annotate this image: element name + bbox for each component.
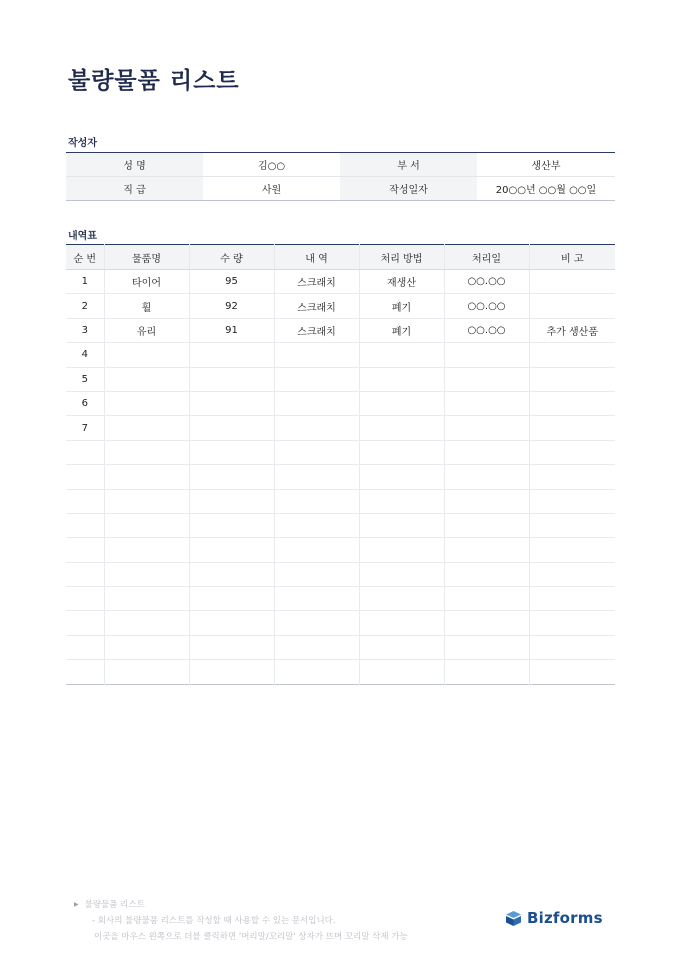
table-cell xyxy=(189,343,274,367)
table-row xyxy=(66,318,615,342)
table-header-row xyxy=(66,245,615,270)
table-cell xyxy=(66,562,104,586)
triangle-right-icon: ▶ xyxy=(74,901,79,908)
table-cell xyxy=(359,538,444,562)
table-row xyxy=(66,391,615,415)
table-cell: 타이어 xyxy=(104,270,189,294)
table-row xyxy=(66,465,615,489)
table-row xyxy=(66,562,615,586)
table-cell xyxy=(274,391,359,415)
table-cell: 5 xyxy=(66,367,104,391)
column-header: 비 고 xyxy=(529,245,615,270)
table-cell xyxy=(359,587,444,611)
table-cell xyxy=(444,489,529,513)
table-cell xyxy=(66,440,104,464)
table-cell xyxy=(274,562,359,586)
table-cell xyxy=(444,611,529,635)
table-row xyxy=(66,343,615,367)
table-cell xyxy=(274,635,359,659)
table-cell: ○○.○○ xyxy=(444,294,529,318)
table-cell xyxy=(274,440,359,464)
footer-title: 불량물품 리스트 xyxy=(84,900,145,910)
table-cell xyxy=(66,635,104,659)
column-header: 내 역 xyxy=(274,245,359,270)
table-cell xyxy=(529,294,615,318)
column-header: 수 량 xyxy=(189,245,274,270)
table-cell xyxy=(529,538,615,562)
table-cell xyxy=(66,513,104,537)
column-header: 처리일 xyxy=(444,245,529,270)
table-cell xyxy=(189,416,274,440)
table-cell xyxy=(189,611,274,635)
table-row xyxy=(66,513,615,537)
column-header: 순 번 xyxy=(66,245,104,270)
detail-section-label: 내역표 xyxy=(68,231,97,242)
table-row xyxy=(66,660,615,684)
table-cell xyxy=(359,489,444,513)
bizforms-logo xyxy=(505,909,603,927)
table-cell xyxy=(529,367,615,391)
table-cell xyxy=(274,611,359,635)
column-header: 물품명 xyxy=(104,245,189,270)
table-cell: 2 xyxy=(66,294,104,318)
table-cell xyxy=(66,587,104,611)
table-cell xyxy=(529,343,615,367)
table-row xyxy=(66,367,615,391)
table-row xyxy=(66,270,615,294)
table-cell: 스크래치 xyxy=(274,318,359,342)
table-cell xyxy=(104,538,189,562)
table-cell xyxy=(66,660,104,684)
author-row xyxy=(66,153,615,177)
table-cell xyxy=(444,367,529,391)
table-cell xyxy=(444,562,529,586)
table-cell: 4 xyxy=(66,343,104,367)
table-row xyxy=(66,611,615,635)
table-cell xyxy=(274,538,359,562)
table-cell xyxy=(274,513,359,537)
table-cell xyxy=(444,587,529,611)
table-cell xyxy=(359,611,444,635)
page-title: 불량물품 리스트 xyxy=(68,68,240,94)
table-cell xyxy=(444,635,529,659)
table-cell xyxy=(529,391,615,415)
table-row xyxy=(66,635,615,659)
table-cell xyxy=(274,489,359,513)
table-row xyxy=(66,440,615,464)
table-cell xyxy=(274,660,359,684)
table-cell xyxy=(104,465,189,489)
table-cell xyxy=(529,416,615,440)
table-cell xyxy=(274,416,359,440)
table-cell: 1 xyxy=(66,270,104,294)
table-cell xyxy=(104,489,189,513)
table-cell xyxy=(189,489,274,513)
table-row xyxy=(66,587,615,611)
table-cell xyxy=(104,367,189,391)
table-cell xyxy=(274,465,359,489)
author-row xyxy=(66,177,615,201)
table-cell xyxy=(274,367,359,391)
table-cell xyxy=(359,465,444,489)
table-cell xyxy=(274,587,359,611)
table-cell xyxy=(444,465,529,489)
detail-table xyxy=(66,244,615,685)
table-cell xyxy=(529,489,615,513)
table-cell xyxy=(359,343,444,367)
table-cell xyxy=(529,465,615,489)
table-cell: 95 xyxy=(189,270,274,294)
table-cell xyxy=(444,391,529,415)
document-footer[interactable] xyxy=(74,897,408,945)
table-cell xyxy=(66,465,104,489)
table-cell xyxy=(359,367,444,391)
author-field-value: 김○○ xyxy=(203,153,340,177)
bizforms-logo-icon xyxy=(505,910,522,927)
footer-instruction: 이곳을 마우스 왼쪽으로 더블 클릭하면 '머리말/꼬리말' 상자가 뜨며 꼬리말 삭제 가능 xyxy=(94,932,408,942)
table-cell: ○○.○○ xyxy=(444,270,529,294)
table-cell: 3 xyxy=(66,318,104,342)
table-cell xyxy=(189,465,274,489)
table-cell xyxy=(444,660,529,684)
table-cell xyxy=(189,440,274,464)
table-cell xyxy=(529,513,615,537)
table-cell: ○○.○○ xyxy=(444,318,529,342)
table-cell: 7 xyxy=(66,416,104,440)
table-row xyxy=(66,294,615,318)
table-cell xyxy=(529,611,615,635)
table-cell xyxy=(444,416,529,440)
table-row xyxy=(66,538,615,562)
table-cell xyxy=(104,343,189,367)
table-cell: 휠 xyxy=(104,294,189,318)
logo-text: Bizforms xyxy=(527,909,603,927)
author-field-label: 성 명 xyxy=(66,153,203,177)
table-cell xyxy=(104,562,189,586)
table-cell: 유리 xyxy=(104,318,189,342)
author-table xyxy=(66,152,615,201)
table-cell xyxy=(529,270,615,294)
table-cell xyxy=(529,635,615,659)
table-cell xyxy=(189,562,274,586)
table-cell xyxy=(104,635,189,659)
table-cell xyxy=(189,538,274,562)
table-cell xyxy=(359,440,444,464)
table-cell xyxy=(444,538,529,562)
table-cell xyxy=(66,489,104,513)
table-cell xyxy=(359,635,444,659)
table-cell xyxy=(104,660,189,684)
table-cell xyxy=(189,391,274,415)
table-cell: 6 xyxy=(66,391,104,415)
table-cell xyxy=(359,416,444,440)
author-field-label: 부 서 xyxy=(340,153,477,177)
table-cell: 91 xyxy=(189,318,274,342)
table-cell: 추가 생산품 xyxy=(529,318,615,342)
table-row xyxy=(66,489,615,513)
table-cell xyxy=(104,611,189,635)
author-field-label: 직 급 xyxy=(66,177,203,201)
table-cell xyxy=(66,611,104,635)
author-section-label: 작성자 xyxy=(68,138,97,149)
table-cell xyxy=(359,513,444,537)
table-cell: 스크래치 xyxy=(274,270,359,294)
table-cell xyxy=(189,587,274,611)
table-cell xyxy=(189,367,274,391)
table-cell xyxy=(104,391,189,415)
table-cell xyxy=(66,538,104,562)
table-cell xyxy=(444,513,529,537)
table-cell xyxy=(529,660,615,684)
author-field-value: 사원 xyxy=(261,185,282,196)
table-cell: 재생산 xyxy=(359,270,444,294)
table-cell xyxy=(189,635,274,659)
footer-description: - 회사의 불량물품 리스트를 작성할 때 사용할 수 있는 문서입니다. xyxy=(92,916,336,926)
table-cell xyxy=(359,391,444,415)
table-cell xyxy=(189,513,274,537)
table-cell: 스크래치 xyxy=(274,294,359,318)
table-cell xyxy=(529,562,615,586)
table-row xyxy=(66,416,615,440)
author-field-label: 작성일자 xyxy=(340,177,477,201)
author-field-value: 20○○년 ○○월 ○○일 xyxy=(495,185,597,196)
table-cell xyxy=(359,562,444,586)
table-cell xyxy=(104,513,189,537)
table-cell xyxy=(529,440,615,464)
table-cell xyxy=(529,587,615,611)
table-cell: 92 xyxy=(189,294,274,318)
table-cell xyxy=(104,416,189,440)
column-header: 처리 방법 xyxy=(359,245,444,270)
table-cell: 폐기 xyxy=(359,294,444,318)
table-cell xyxy=(104,587,189,611)
table-cell xyxy=(444,440,529,464)
table-cell: 폐기 xyxy=(359,318,444,342)
table-cell xyxy=(444,343,529,367)
table-cell xyxy=(189,660,274,684)
table-cell xyxy=(359,660,444,684)
author-field-value: 생산부 xyxy=(477,153,615,177)
table-cell xyxy=(274,343,359,367)
table-cell xyxy=(104,440,189,464)
